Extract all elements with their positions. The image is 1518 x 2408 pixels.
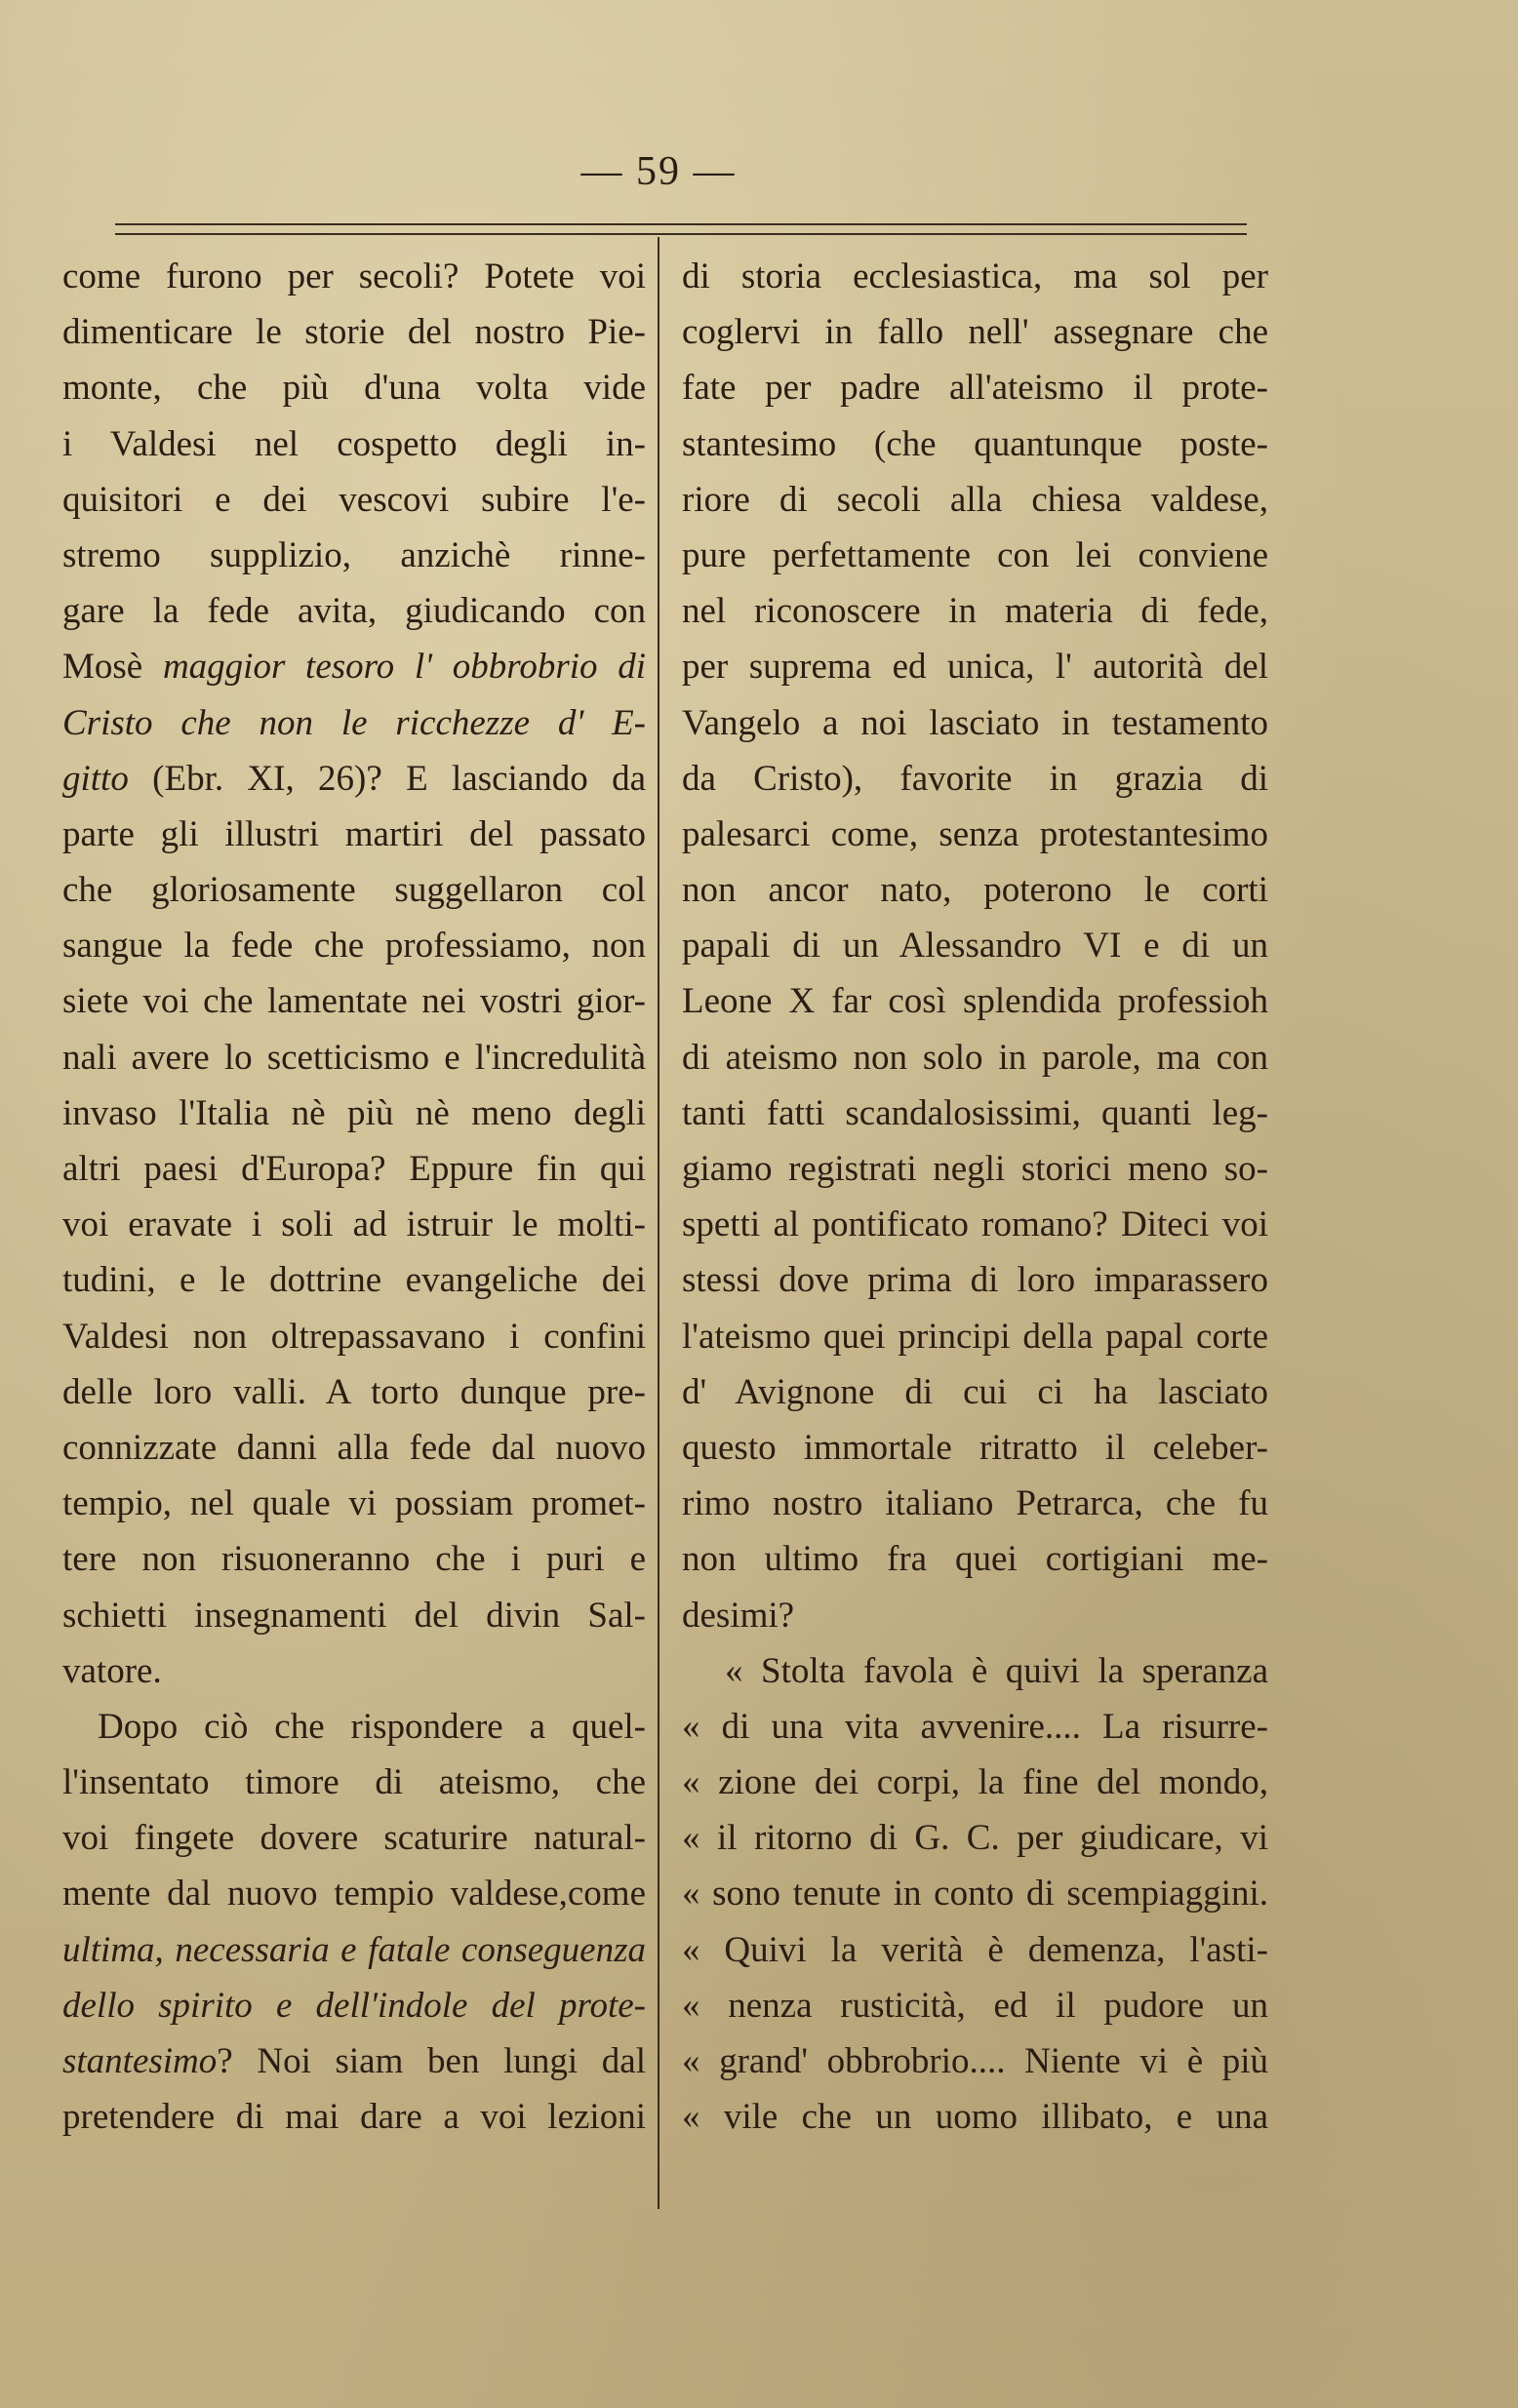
text-segment: Vangelo a noi lasciato in testamento	[682, 702, 1268, 743]
text-segment: monte, che più d'una volta vide	[62, 368, 646, 409]
text-segment: nel riconoscere in materia di fede,	[682, 591, 1268, 632]
text-segment: pure perfettamente con lei conviene	[682, 534, 1268, 575]
text-line	[682, 862, 1268, 918]
text-line	[682, 1866, 1268, 1921]
text-segment: (Ebr. XI, 26)? E lasciando da	[128, 758, 646, 799]
text-segment: giamo registrati negli storici meno so-	[682, 1149, 1268, 1189]
text-line	[682, 1699, 1268, 1755]
text-line	[682, 1531, 1268, 1587]
text-segment: Mosè	[62, 647, 163, 688]
text-line	[62, 2033, 646, 2089]
text-line	[62, 639, 646, 694]
text-segment: voi eravate i soli ad istruir le molti-	[62, 1204, 646, 1245]
text-line	[62, 1755, 646, 1810]
text-segment: stessi dove prima di loro imparassero	[682, 1260, 1268, 1301]
text-segment: connizzate danni alla fede dal nuovo	[62, 1427, 646, 1468]
text-line	[682, 1197, 1268, 1252]
text-line	[682, 1755, 1268, 1810]
italic-text: ultima, necessaria e fatale conseguenza	[62, 1929, 646, 1970]
text-line	[62, 416, 646, 472]
text-line	[62, 1364, 646, 1420]
text-segment: rimo nostro italiano Petrarca, che fu	[682, 1483, 1268, 1524]
text-segment: quisitori e dei vescovi subire l'e-	[62, 479, 646, 520]
text-segment: i Valdesi nel cospetto degli in-	[62, 423, 646, 464]
text-segment: spetti al pontificato romano? Diteci voi	[682, 1204, 1268, 1245]
text-line	[682, 1141, 1268, 1197]
text-line	[682, 1420, 1268, 1476]
text-line	[682, 416, 1268, 472]
italic-text: stantesimo	[62, 2041, 218, 2081]
text-line	[62, 360, 646, 415]
text-segment: coglervi in fallo nell' assegnare che	[682, 312, 1268, 353]
text-line	[682, 360, 1268, 415]
text-segment: Dopo ciò che rispondere a quel-	[98, 1706, 646, 1747]
text-line	[682, 1364, 1268, 1420]
page-number: — 59 —	[580, 149, 737, 194]
text-line	[62, 304, 646, 360]
text-segment: dimenticare le storie del nostro Pie-	[62, 312, 646, 353]
text-segment: questo immortale ritratto il celeber-	[682, 1427, 1268, 1468]
text-segment: da Cristo), favorite in grazia di	[682, 758, 1268, 799]
left-column	[62, 249, 646, 2145]
text-line	[682, 751, 1268, 807]
text-segment: altri paesi d'Europa? Eppure fin qui	[62, 1149, 646, 1189]
text-segment: schietti insegnamenti del divin Sal-	[62, 1595, 646, 1636]
text-segment: « nenza rusticità, ed il pudore un	[682, 1985, 1268, 2026]
italic-text: maggior tesoro l' obbrobrio di	[162, 647, 646, 688]
text-line	[62, 1531, 646, 1587]
text-line	[682, 1922, 1268, 1978]
text-line	[62, 1699, 646, 1755]
text-line	[682, 973, 1268, 1029]
text-line	[682, 249, 1268, 304]
text-segment: delle loro valli. A torto dunque pre-	[62, 1371, 646, 1412]
text-segment: « Quivi la verità è demenza, l'asti-	[682, 1929, 1268, 1970]
text-line	[62, 2089, 646, 2145]
text-line	[62, 249, 646, 304]
text-segment: ? Noi siam ben lungi dal	[217, 2041, 646, 2081]
text-segment: di ateismo non solo in parole, ma con	[682, 1037, 1268, 1078]
text-segment: non ultimo fra quei cortigiani me-	[682, 1539, 1268, 1580]
text-line	[682, 1252, 1268, 1308]
text-line	[62, 1588, 646, 1643]
text-segment: stantesimo (che quantunque poste-	[682, 423, 1268, 464]
text-line	[62, 1252, 646, 1308]
text-line	[682, 695, 1268, 751]
text-line	[62, 1309, 646, 1364]
text-line	[62, 583, 646, 639]
text-segment: desimi?	[682, 1595, 795, 1636]
text-line	[682, 304, 1268, 360]
text-line	[682, 1309, 1268, 1364]
text-line	[682, 1643, 1268, 1699]
text-segment: invaso l'Italia nè più nè meno degli	[62, 1092, 646, 1133]
text-line	[62, 1086, 646, 1141]
italic-text: dello spirito e dell'indole del prote-	[62, 1985, 646, 2026]
column-divider	[658, 237, 659, 2209]
text-line	[682, 1086, 1268, 1141]
text-line	[62, 1866, 646, 1921]
text-segment: tanti fatti scandalosissimi, quanti leg-	[682, 1092, 1268, 1133]
text-line	[62, 1476, 646, 1531]
text-line	[682, 2033, 1268, 2089]
text-segment: d' Avignone di cui ci ha lasciato	[682, 1371, 1268, 1412]
text-segment: gare la fede avita, giudicando con	[62, 591, 646, 632]
text-segment: per suprema ed unica, l' autorità del	[682, 647, 1268, 688]
text-segment: « sono tenute in conto di scempiaggini.	[682, 1874, 1268, 1915]
text-line	[682, 918, 1268, 973]
text-segment: di storia ecclesiastica, ma sol per	[682, 257, 1268, 296]
text-line	[682, 528, 1268, 583]
text-segment: tere non risuoneranno che i puri e	[62, 1539, 646, 1580]
text-segment: papali di un Alessandro VI e di un	[682, 926, 1268, 967]
text-segment: fate per padre all'ateismo il prote-	[682, 368, 1268, 409]
text-line	[682, 1588, 1268, 1643]
text-line	[62, 1030, 646, 1086]
text-segment: « zione dei corpi, la fine del mondo,	[682, 1762, 1268, 1803]
text-segment: stremo supplizio, anzichè rinne-	[62, 534, 646, 575]
text-line	[682, 1978, 1268, 2033]
header-rule-bottom	[115, 233, 1247, 235]
italic-text: Cristo che non le ricchezze d' E-	[62, 702, 646, 743]
header-rule-top	[115, 223, 1247, 225]
text-segment: « di una vita avvenire.... La risurre-	[682, 1706, 1268, 1747]
text-line	[62, 807, 646, 862]
text-segment: l'ateismo quei principi della papal corte	[682, 1316, 1268, 1357]
text-segment: tudini, e le dottrine evangeliche dei	[62, 1260, 646, 1301]
text-line	[62, 1922, 646, 1978]
italic-text: gitto	[62, 758, 129, 799]
text-segment: che gloriosamente suggellaron col	[62, 870, 646, 911]
text-line	[682, 807, 1268, 862]
text-segment: nali avere lo scetticismo e l'incredulità	[62, 1037, 646, 1078]
text-line	[62, 1978, 646, 2033]
text-segment: parte gli illustri martiri del passato	[62, 813, 646, 854]
text-segment: sangue la fede che professiamo, non	[62, 926, 646, 967]
text-segment: Leone X far così splendida professioh	[682, 981, 1268, 1022]
text-segment: pretendere di mai dare a voi lezioni	[62, 2097, 646, 2138]
right-column	[682, 249, 1268, 2145]
text-line	[682, 639, 1268, 694]
text-line	[62, 695, 646, 751]
text-segment: l'insentato timore di ateismo, che	[62, 1762, 646, 1803]
text-line	[62, 1643, 646, 1699]
text-line	[62, 528, 646, 583]
text-line	[62, 1197, 646, 1252]
text-line	[682, 1030, 1268, 1086]
text-segment: « vile che un uomo illibato, e una	[682, 2097, 1268, 2138]
text-segment: siete voi che lamentate nei vostri gior-	[62, 981, 646, 1022]
text-line	[62, 862, 646, 918]
text-segment: vatore.	[62, 1650, 162, 1691]
text-line	[62, 1420, 646, 1476]
text-line	[62, 1141, 646, 1197]
text-segment: « il ritorno di G. C. per giudicare, vi	[682, 1818, 1268, 1859]
text-segment: come furono per secoli? Potete voi	[62, 257, 646, 296]
text-line	[62, 1810, 646, 1866]
text-segment: Valdesi non oltrepassavano i confini	[62, 1316, 646, 1357]
text-line	[62, 751, 646, 807]
text-line	[682, 1476, 1268, 1531]
text-segment: « grand' obbrobrio.... Niente vi è più	[682, 2041, 1268, 2081]
text-line	[682, 472, 1268, 528]
text-segment: mente dal nuovo tempio valdese,come	[62, 1874, 646, 1915]
text-line	[682, 583, 1268, 639]
text-line	[62, 973, 646, 1029]
text-line	[62, 472, 646, 528]
text-segment: riore di secoli alla chiesa valdese,	[682, 479, 1268, 520]
text-line	[682, 2089, 1268, 2145]
text-segment: « Stolta favola è quivi la speranza	[725, 1650, 1268, 1691]
text-line	[682, 1810, 1268, 1866]
text-line	[62, 918, 646, 973]
text-segment: palesarci come, senza protestantesimo	[682, 813, 1268, 854]
text-segment: voi fingete dovere scaturire natural-	[62, 1818, 646, 1859]
text-segment: non ancor nato, poterono le corti	[682, 870, 1268, 911]
text-segment: tempio, nel quale vi possiam promet-	[62, 1483, 646, 1524]
